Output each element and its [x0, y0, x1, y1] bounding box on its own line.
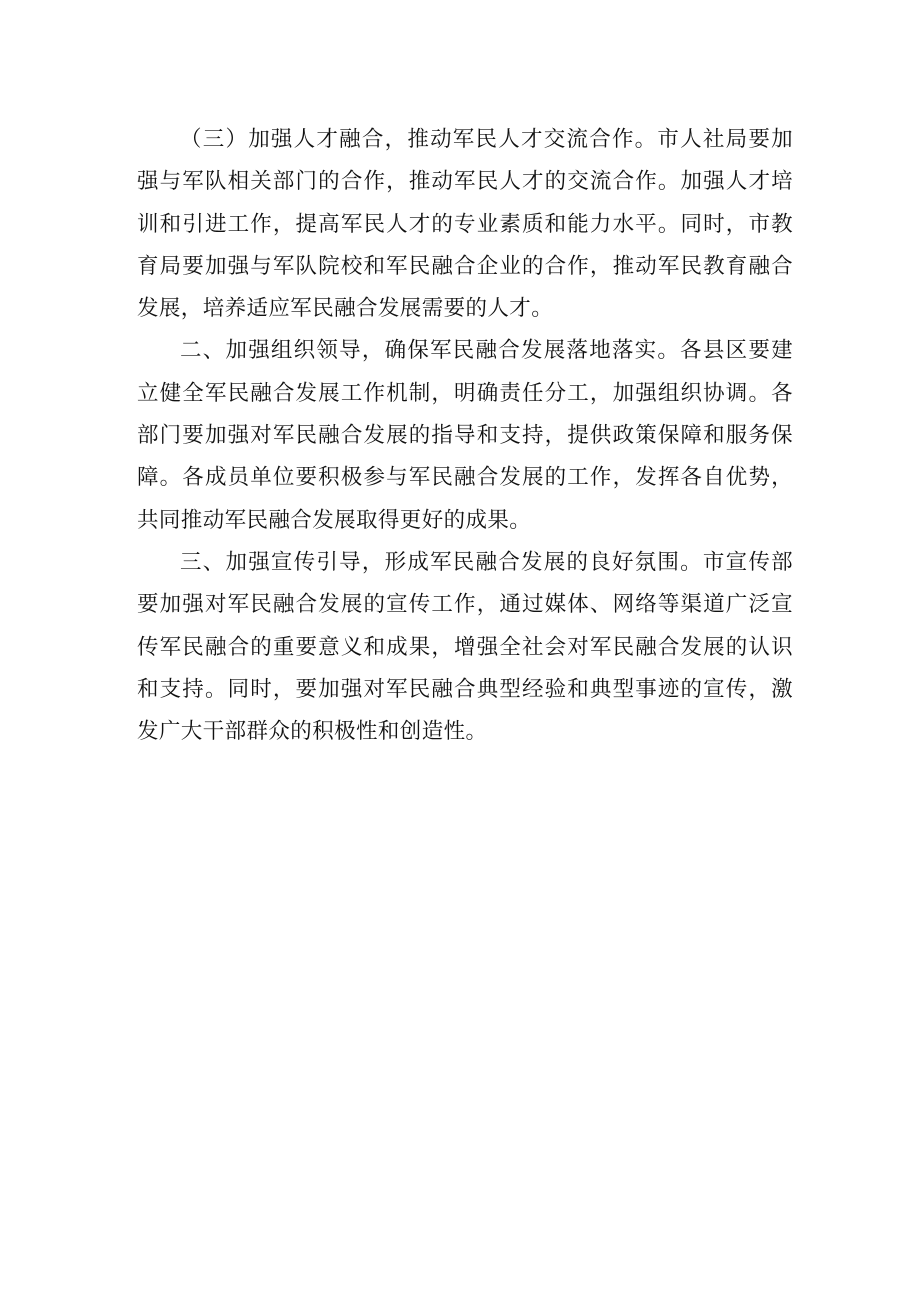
document-body [137, 119, 793, 753]
paragraph-organizational-leadership: 二、加强组织领导，确保军民融合发展落地落实。各县区要建立健全军民融合发展工作机制，明确责任分工，加强组织协调。各部门要加强对军民融合发展的指导和支持，提供政策保障和服务保障。各成员单位要积极参与军民融合发展的工作，发挥各自优势，共同推动军民融合发展取得更好的成果。 [137, 338, 793, 533]
paragraph-publicity-guidance: 三、加强宣传引导，形成军民融合发展的良好氛围。市宣传部要加强对军民融合发展的宣传工作，通过媒体、网络等渠道广泛宣传军民融合的重要意义和成果，增强全社会对军民融合发展的认识和支持。同时，要加强对军民融合典型经验和典型事迹的宣传，激发广大干部群众的积极性和创造性。 [137, 549, 793, 745]
paragraph-talent-integration: （三）加强人才融合，推动军民人才交流合作。市人社局要加强与军队相关部门的合作，推动军民人才的交流合作。加强人才培训和引进工作，提高军民人才的专业素质和能力水平。同时，市教育局要加强与军队院校和军民融合企业的合作，推动军民教育融合发展，培养适应军民融合发展需要的人才。 [137, 127, 793, 322]
